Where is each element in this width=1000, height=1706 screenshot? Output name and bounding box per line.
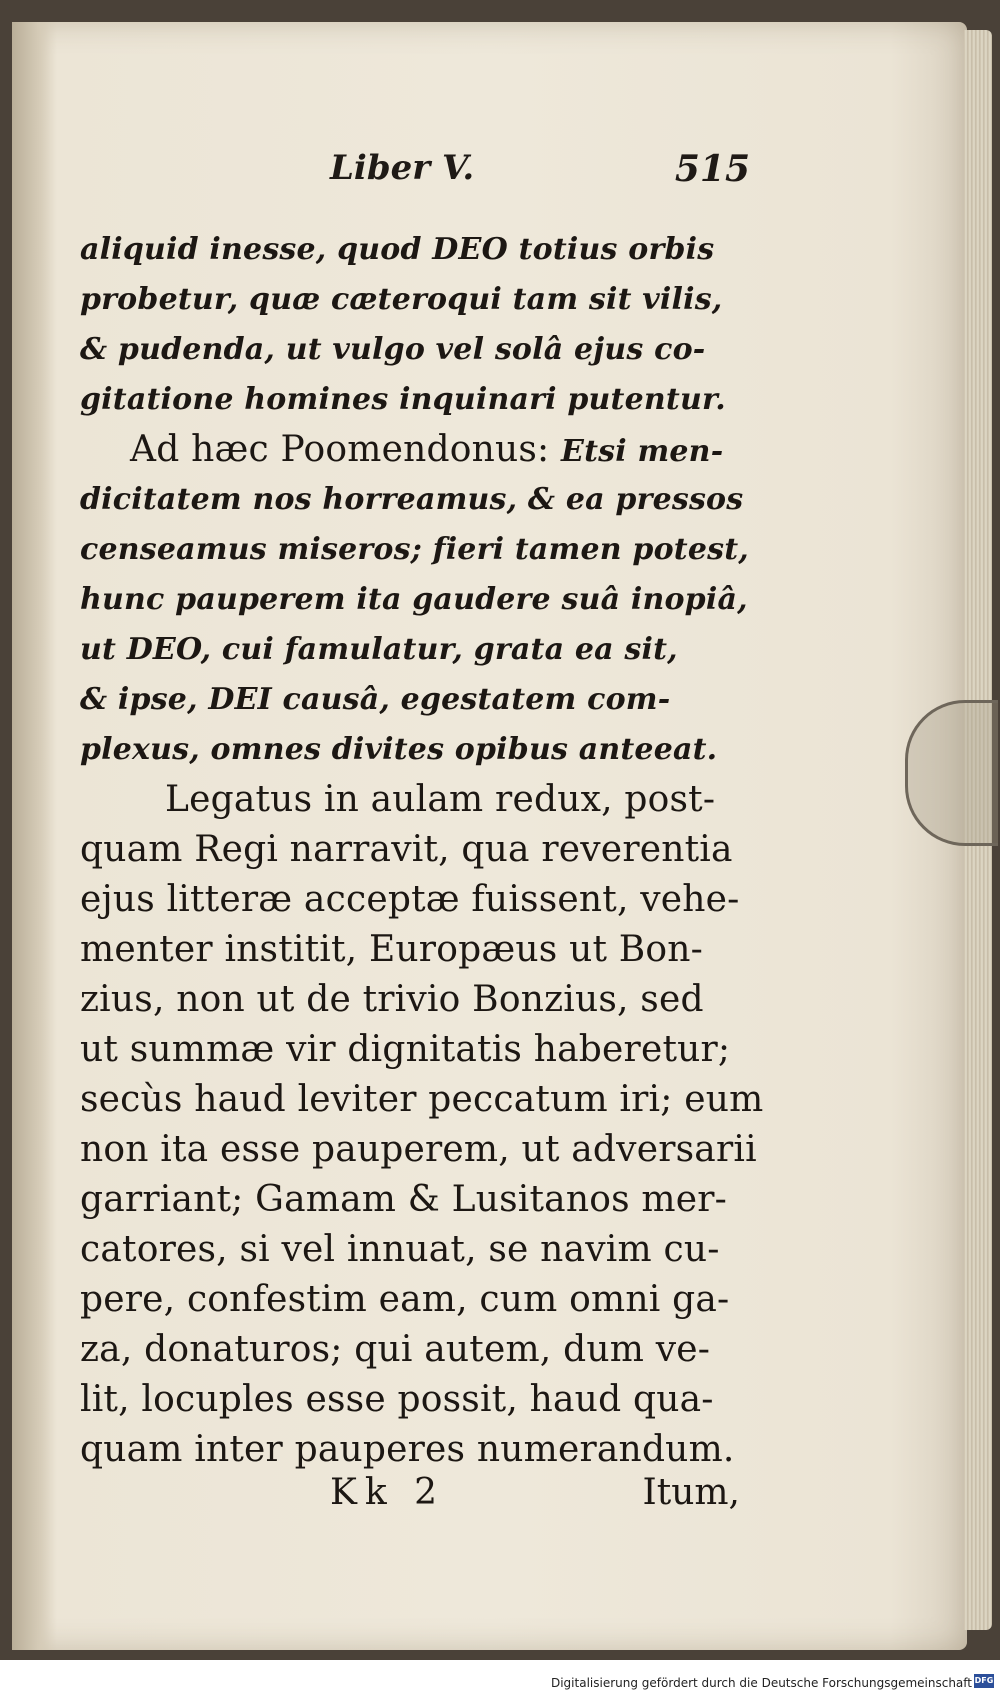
- dfg-logo-icon: DFG: [974, 1674, 994, 1688]
- text-line: quam inter pauperes numerandum.: [80, 1429, 735, 1470]
- text-line: & ipse, DEI causâ, egestatem com-: [80, 682, 671, 717]
- text-line: gitatione homines inquinari putentur.: [80, 382, 726, 417]
- text-span-roman: Ad hæc Poomendonus:: [130, 429, 561, 470]
- text-line: [80, 425, 740, 475]
- text-line: ut DEO, cui famulatur, grata ea sit,: [80, 632, 678, 667]
- text-line: garriant; Gamam & Lusitanos mer-: [80, 1179, 728, 1220]
- text-line: Legatus in aulam redux, post-: [165, 779, 716, 820]
- text-line: pere, confestim eam, cum omni ga-: [80, 1279, 730, 1320]
- credit-bar: [0, 1660, 1000, 1706]
- text-line: catores, si vel innuat, se navim cu-: [80, 1229, 720, 1270]
- text-line: ejus litteræ acceptæ fuissent, vehe-: [80, 879, 740, 920]
- signature-mark: Kk 2: [330, 1472, 446, 1513]
- text-span-italic: Etsi men-: [561, 434, 724, 469]
- text-line: secùs haud leviter peccatum iri; eum: [80, 1079, 764, 1120]
- page-gutter: [12, 22, 57, 1650]
- text-block: [80, 225, 764, 1475]
- text-line: hunc pauperem ita gaudere suâ inopiâ,: [80, 582, 748, 617]
- page-footer: [80, 1472, 740, 1532]
- catchword: Itum,: [642, 1472, 740, 1513]
- page-clip: [905, 700, 998, 846]
- text-line: lit, locuples esse possit, haud qua-: [80, 1379, 714, 1420]
- page-header: [80, 148, 750, 198]
- text-line: quam Regi narravit, qua reverentia: [80, 829, 733, 870]
- text-line: ut summæ vir dignitatis haberetur;: [80, 1029, 731, 1070]
- credit-text: Digitalisierung gefördert durch die Deutsche Forschungsgemeinschaft: [550, 1676, 972, 1690]
- text-line: za, donaturos; qui autem, dum ve-: [80, 1329, 711, 1370]
- text-line: aliquid inesse, quod DEO totius orbis: [80, 232, 715, 267]
- text-line: zius, non ut de trivio Bonzius, sed: [80, 979, 704, 1020]
- page-number: 515: [674, 148, 750, 190]
- text-line: plexus, omnes divites opibus anteeat.: [80, 732, 718, 767]
- text-line: menter institit, Europæus ut Bon-: [80, 929, 704, 970]
- text-line: non ita esse pauperem, ut adversarii: [80, 1129, 757, 1170]
- text-line: censeamus miseros; fieri tamen potest,: [80, 532, 749, 567]
- text-line: dicitatem nos horreamus, & ea pressos: [80, 482, 744, 517]
- running-head: Liber V.: [330, 148, 475, 188]
- text-line: probetur, quæ cæteroqui tam sit vilis,: [80, 282, 723, 317]
- text-line: & pudenda, ut vulgo vel solâ ejus co-: [80, 332, 706, 367]
